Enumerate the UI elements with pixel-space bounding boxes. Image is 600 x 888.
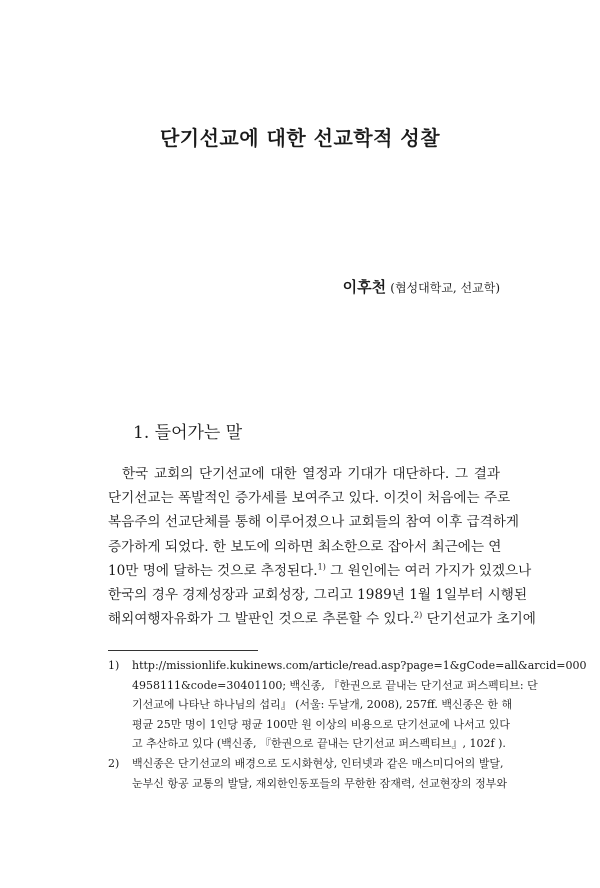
footnote-ref-1[interactable]: 1) [317,562,326,572]
author-line [343,276,500,297]
body-segment: 단기선교가 초기에 [426,611,536,628]
section-title: 들어가는 말 [154,423,243,443]
section-heading [133,418,242,443]
footnote-ref-2[interactable]: 2) [414,610,423,620]
footnote-line: 눈부신 항공 교통의 발달, 재외한인동포들의 무한한 잠재력, 선교현장의 정부와 [132,776,507,790]
footnote-line: 백신종은 단기선교의 배경으로 도시화현상, 인터넷과 같은 매스미디어의 발달, [132,757,504,770]
body-line: 한국의 경우 경제성장과 교회성장, 그리고 1989년 1월 1일부터 시행된 [108,586,528,603]
footnote-number: 2) [108,757,120,770]
body-line: 한국 교회의 단기선교에 대한 열정과 기대가 대단하다. 그 결과 [122,466,500,482]
article-title: 단기선교에 대한 선교학적 성찰 [159,126,441,150]
body-line: 복음주의 선교단체를 통해 이루어졌으나 교회들의 참여 이후 급격하게 [108,514,520,531]
body-segment: 해외여행자유화가 그 발판인 것으로 추론할 수 있다. [108,611,415,628]
author-name: 이후천 [342,278,387,296]
footnote-line: 기선교에 나타난 하나님의 섭리』 (서울: 두날개, 2008), 257ff. 백신종은 한 해 [132,698,513,712]
footnote-line: 고 추산하고 있다 (백신종, 『한권으로 끝내는 단기선교 퍼스펙티브』, 102f ). [132,737,506,751]
footnote-text [132,754,507,793]
body-line [108,559,532,583]
footnote-text [132,656,587,754]
author-affiliation: (협성대학교, 선교학) [390,281,500,295]
body-segment: 10만 명에 달하는 것으로 추정된다. [108,562,318,579]
body-segment: 그 원인에는 여러 가지가 있겠으나 [330,562,532,579]
footnote-line: 평균 25만 명이 1인당 평균 100만 원 이상의 비용으로 단기선교에 나서고 있다 [132,717,510,731]
body-line: 증가하게 되었다. 한 보도에 의하면 최소한으로 잡아서 최근에는 연 [108,538,502,555]
body-text [108,462,536,631]
footnote-2 [108,754,507,793]
body-line [108,607,536,631]
section-number: 1. [133,423,150,443]
footnote-divider [108,650,258,651]
footnote-line: 4958111&code=30401100; 백신종, 『한권으로 끝내는 단기선교 퍼스펙티브: 단 [132,678,538,692]
footnote-1 [108,656,587,754]
footnote-number: 1) [108,659,120,672]
footnote-line: http://missionlife.kukinews.com/article/read.asp?page=1&gCode=all&arcid=000 [132,659,587,672]
body-line: 단기선교는 폭발적인 증가세를 보여주고 있다. 이것이 처음에는 주로 [108,490,511,507]
